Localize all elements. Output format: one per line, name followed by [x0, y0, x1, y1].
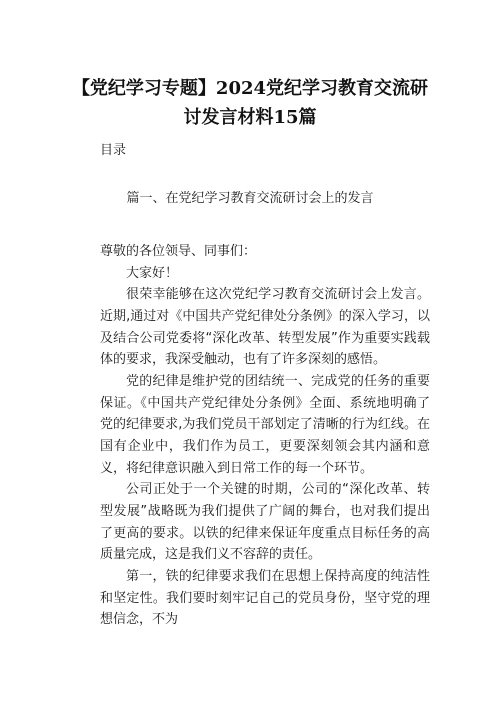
greeting: 大家好！ [126, 265, 179, 281]
paragraph-3: 公司正处于一个关键的时期，公司的“深化改革、转型发展”战略既为我们提供了广阔的舞台，也对我们提出了更高的要求。以铁的纪律来保证年度重点目标任务的高质量完成，这是我们义不容辞的责任。 [100, 482, 430, 563]
document-title [60, 74, 440, 132]
paragraph-2: 党的纪律是维护党的团结统一、完成党的任务的重要保证。《中国共产党纪律处分条例》全面、系统地明确了党的纪律要求,为我们党员干部划定了清晰的行为红线。在国有企业中，我们作为员工，更要深刻领会其内涵和意义，将纪律意识融入到日常工作的每一个环节。 [100, 373, 430, 476]
document-body [100, 241, 430, 631]
title-line-2: 讨发言材料15篇 [183, 107, 317, 128]
toc-heading: 目录 [100, 143, 127, 158]
salutation: 尊敬的各位领导、同事们： [100, 244, 257, 259]
toc-entry-1: 篇一、在党纪学习教育交流研讨会上的发言 [126, 191, 374, 206]
paragraph-1: 很荣幸能够在这次党纪学习教育交流研讨会上发言。近期,通过对《中国共产党纪律处分条例》的深入学习，以及结合公司党委将“深化改革、转型发展”作为重要实践载体的要求，我深受触动，也有了许多深刻的感悟。 [100, 287, 430, 368]
paragraph-4: 第一，铁的纪律要求我们在思想上保持高度的纯洁性和坚定性。我们要时刻牢记自己的党员身份，坚守党的理想信念，不为 [100, 568, 430, 628]
title-line-1: 【党纪学习专题】2024党纪学习教育交流研 [71, 78, 429, 99]
